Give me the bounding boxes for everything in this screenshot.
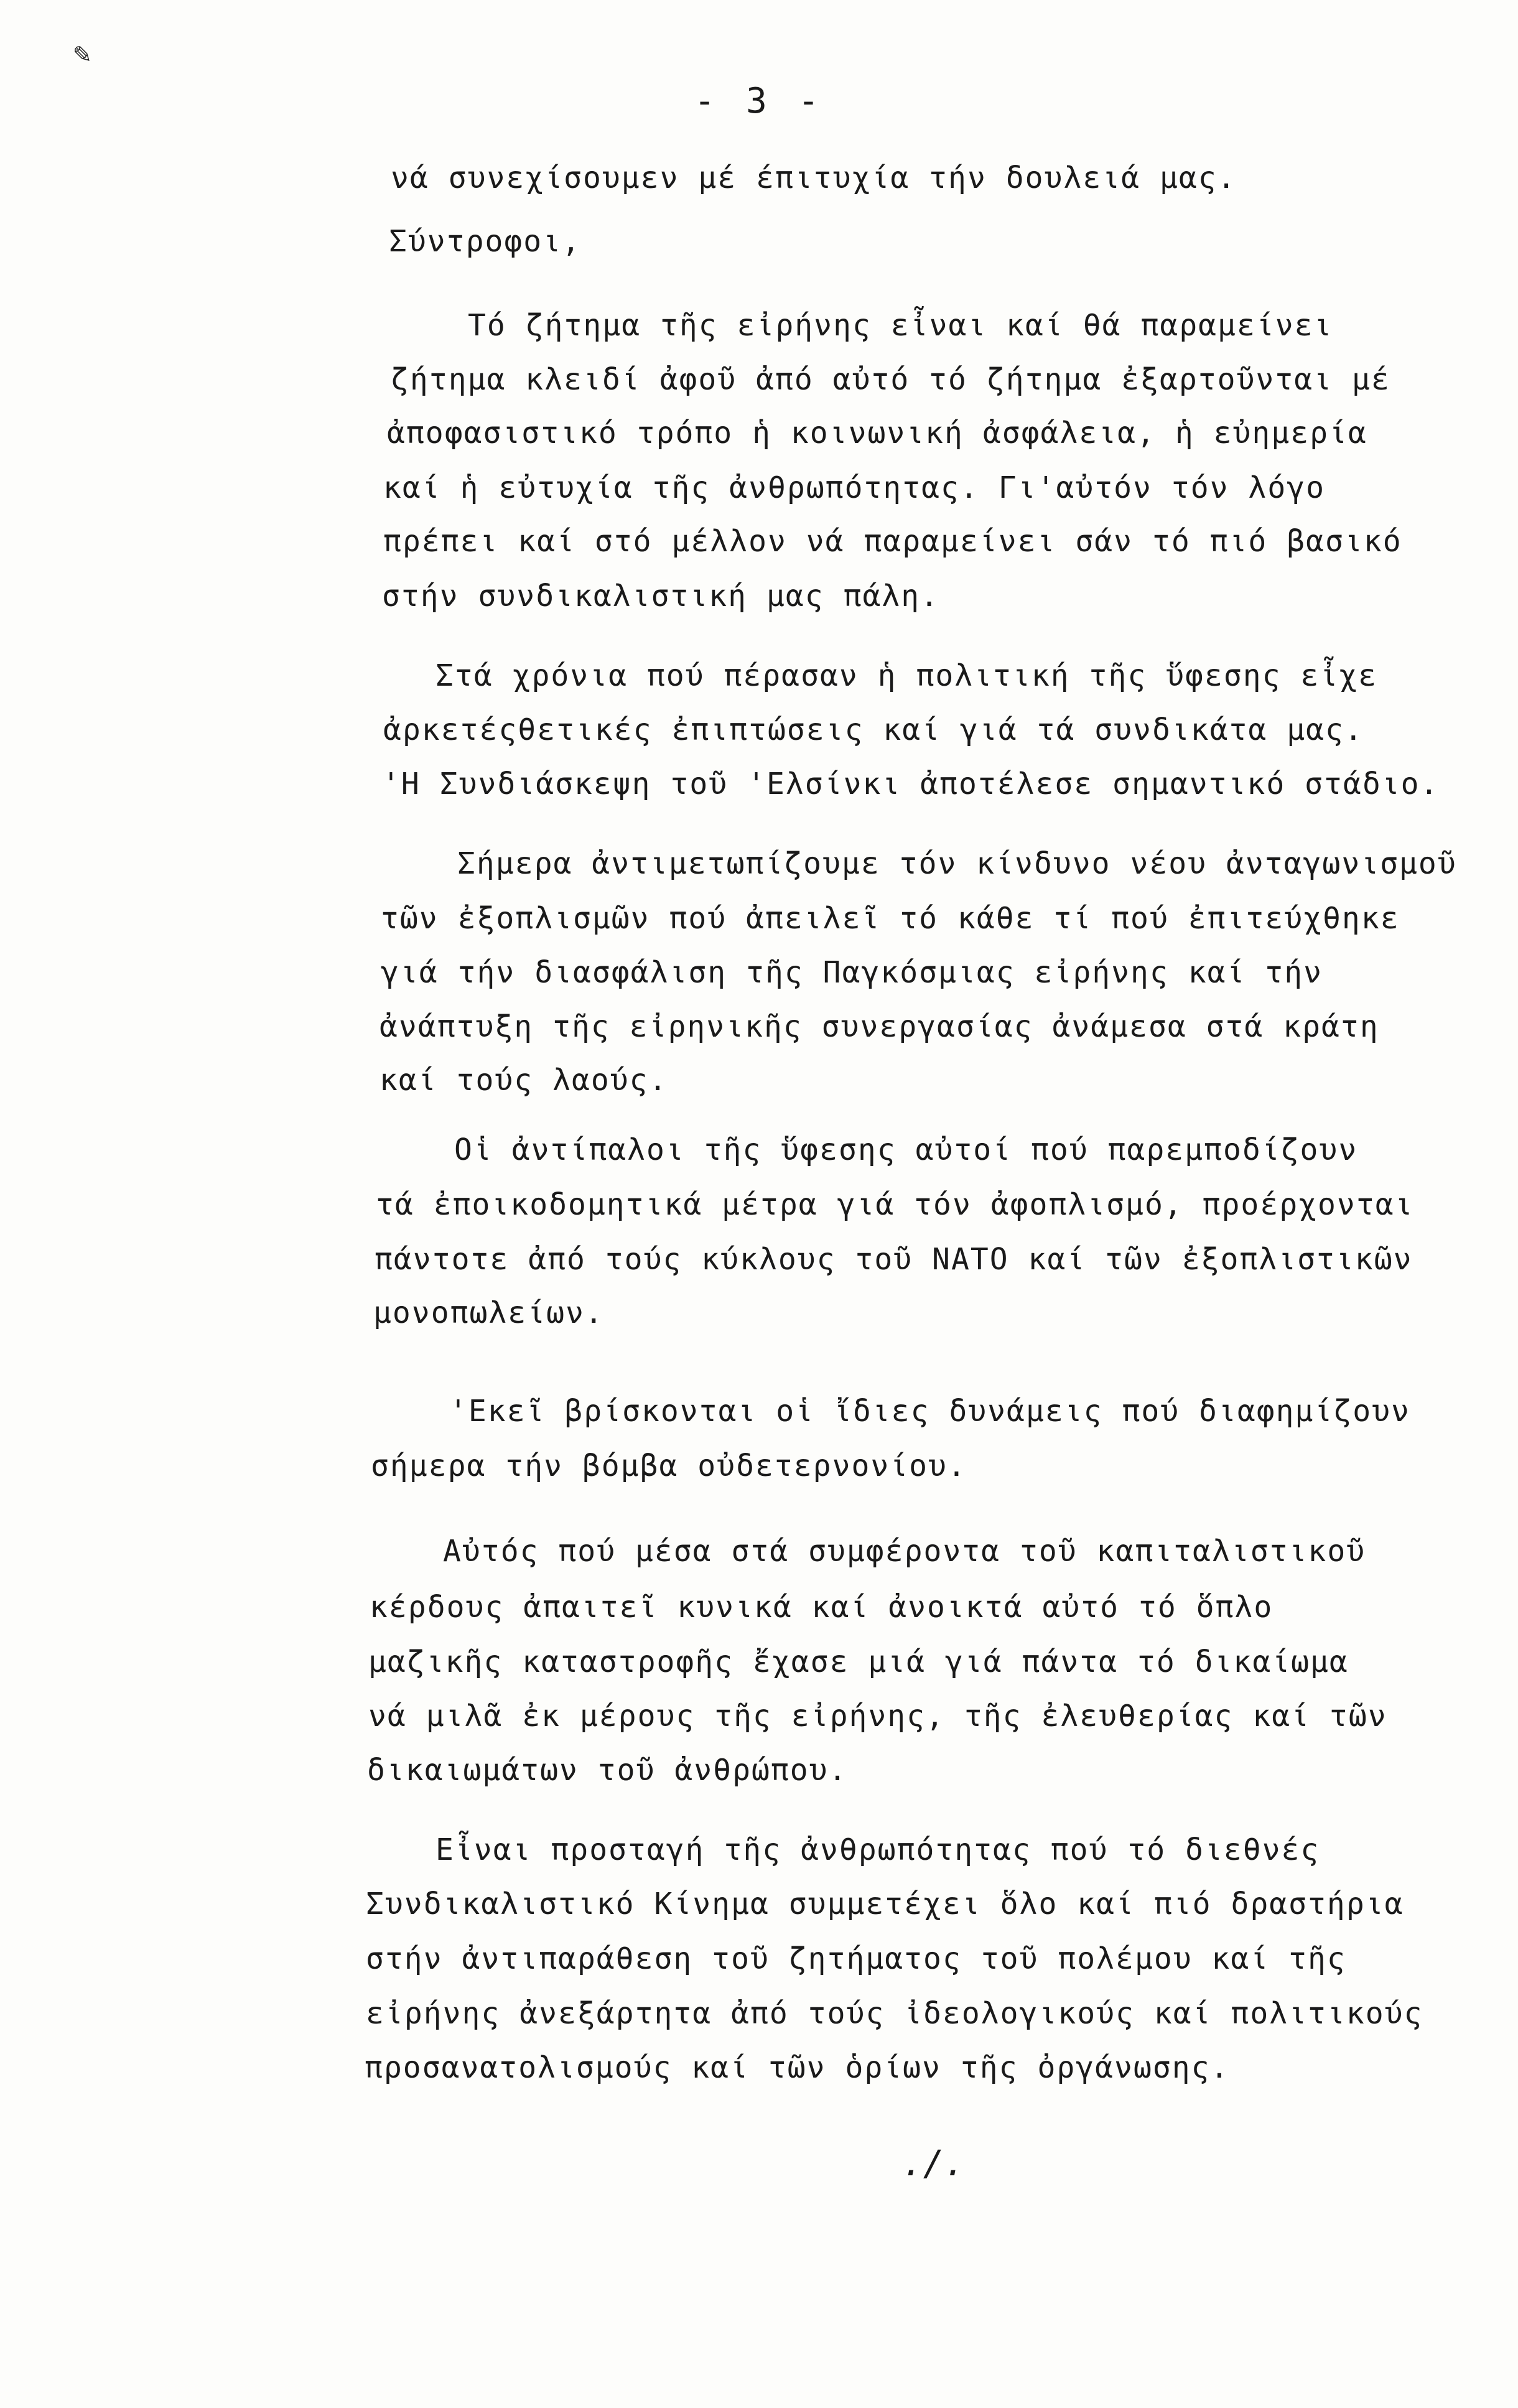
text-line: καί τούς λαούς. [380,1063,668,1098]
text-line: Εἶναι προσταγή τῆς ἀνθρωπότητας πού τό διεθνές [435,1832,1320,1867]
text-line: πάντοτε ἀπό τούς κύκλους τοῦ ΝΑΤΟ καί τῶν ἐξοπλιστικῶν [375,1242,1413,1277]
page-number: - 3 - [694,81,824,121]
text-line: ἀποφασιστικό τρόπο ἡ κοινωνική ἀσφάλεια, ἡ εὐημερία [387,416,1367,450]
text-line: νά μιλᾶ ἐκ μέρους τῆς εἰρήνης, τῆς ἐλευθερίας καί τῶν [368,1699,1387,1734]
text-line: ἀρκετέςθετικές ἐπιπτώσεις καί γιά τά συνδικάτα μας. [383,712,1364,747]
text-line: τῶν ἐξοπλισμῶν πού ἀπειλεῖ τό κάθε τί πού ἐπιτεύχθηκε [381,901,1400,936]
text-line: 'Η Συνδιάσκεψη τοῦ 'Ελσίνκι ἀποτέλεσε σημαντικό στάδιο. [382,767,1440,801]
text-line: Οἱ ἀντίπαλοι τῆς ὕφεσης αὐτοί πού παρεμποδίζουν [454,1132,1358,1167]
text-line: τά ἐποικοδομητικά μέτρα γιά τόν ἀφοπλισμό, προέρχονται [376,1187,1414,1222]
text-line: ἀνάπτυξη τῆς εἰρηνικῆς συνεργασίας ἀνάμεσα στά κράτη [380,1009,1379,1044]
text-line: προσανατολισμούς καί τῶν ὁρίων τῆς ὀργάνωσης. [365,2050,1230,2085]
text-line: κέρδους ἀπαιτεῖ κυνικά καί ἀνοικτά αὐτό τό ὅπλο [370,1590,1274,1625]
text-line: μαζικῆς καταστροφῆς ἔχασε μιά γιά πάντα τό δικαίωμα [368,1645,1349,1679]
text-line: Τό ζήτημα τῆς εἰρήνης εἶναι καί θά παραμείνει [468,308,1333,343]
text-line: Σύντροφοι, [389,224,581,259]
text-line: πρέπει καί στό μέλλον νά παραμείνει σάν τό πιό βασικό [383,524,1402,559]
text-line: Σήμερα ἀντιμετωπίζουμε τόν κίνδυνο νέου ἀνταγωνισμοῦ [457,846,1457,881]
text-line: Συνδικαλιστικό Κίνημα συμμετέχει ὅλο καί πιό δραστήρια [366,1887,1404,1921]
text-line: δικαιωμάτων τοῦ ἀνθρώπου. [367,1753,848,1788]
text-line: 'Εκεῖ βρίσκονται οἱ ἴδιες δυνάμεις πού διαφημίζουν [449,1394,1410,1429]
continuation-mark: ./. [902,2144,966,2184]
text-line: καί ἡ εὐτυχία τῆς ἀνθρωπότητας. Γι'αὐτόν τόν λόγο [383,470,1326,505]
text-line: εἰρήνης ἀνεξάρτητα ἀπό τούς ἰδεολογικούς καί πολιτικούς [366,1996,1423,2031]
text-line: ζήτημα κλειδί ἀφοῦ ἀπό αὐτό τό ζήτημα ἐξαρτοῦνται μέ [391,362,1390,397]
text-line: νά συνεχίσουμεν μέ έπιτυχία τήν δουλειά μας. [391,161,1237,195]
text-line: γιά τήν διασφάλιση τῆς Παγκόσμιας εἰρήνης καί τήν [381,955,1323,990]
text-line: στήν συνδικαλιστική μας πάλη. [382,579,940,614]
text-line: στήν ἀντιπαράθεση τοῦ ζητήματος τοῦ πολέμου καί τῆς [366,1941,1346,1976]
text-line: Αὐτός πού μέσα στά συμφέροντα τοῦ καπιταλιστικοῦ [443,1534,1366,1569]
text-line: σήμερα τήν βόμβα οὐδετερνονίου. [371,1449,967,1483]
text-line: Στά χρόνια πού πέρασαν ἡ πολιτική τῆς ὕφεσης εἶχε [435,658,1378,693]
corner-mark: ✎ [73,36,91,70]
text-line: μονοπωλείων. [373,1295,604,1330]
